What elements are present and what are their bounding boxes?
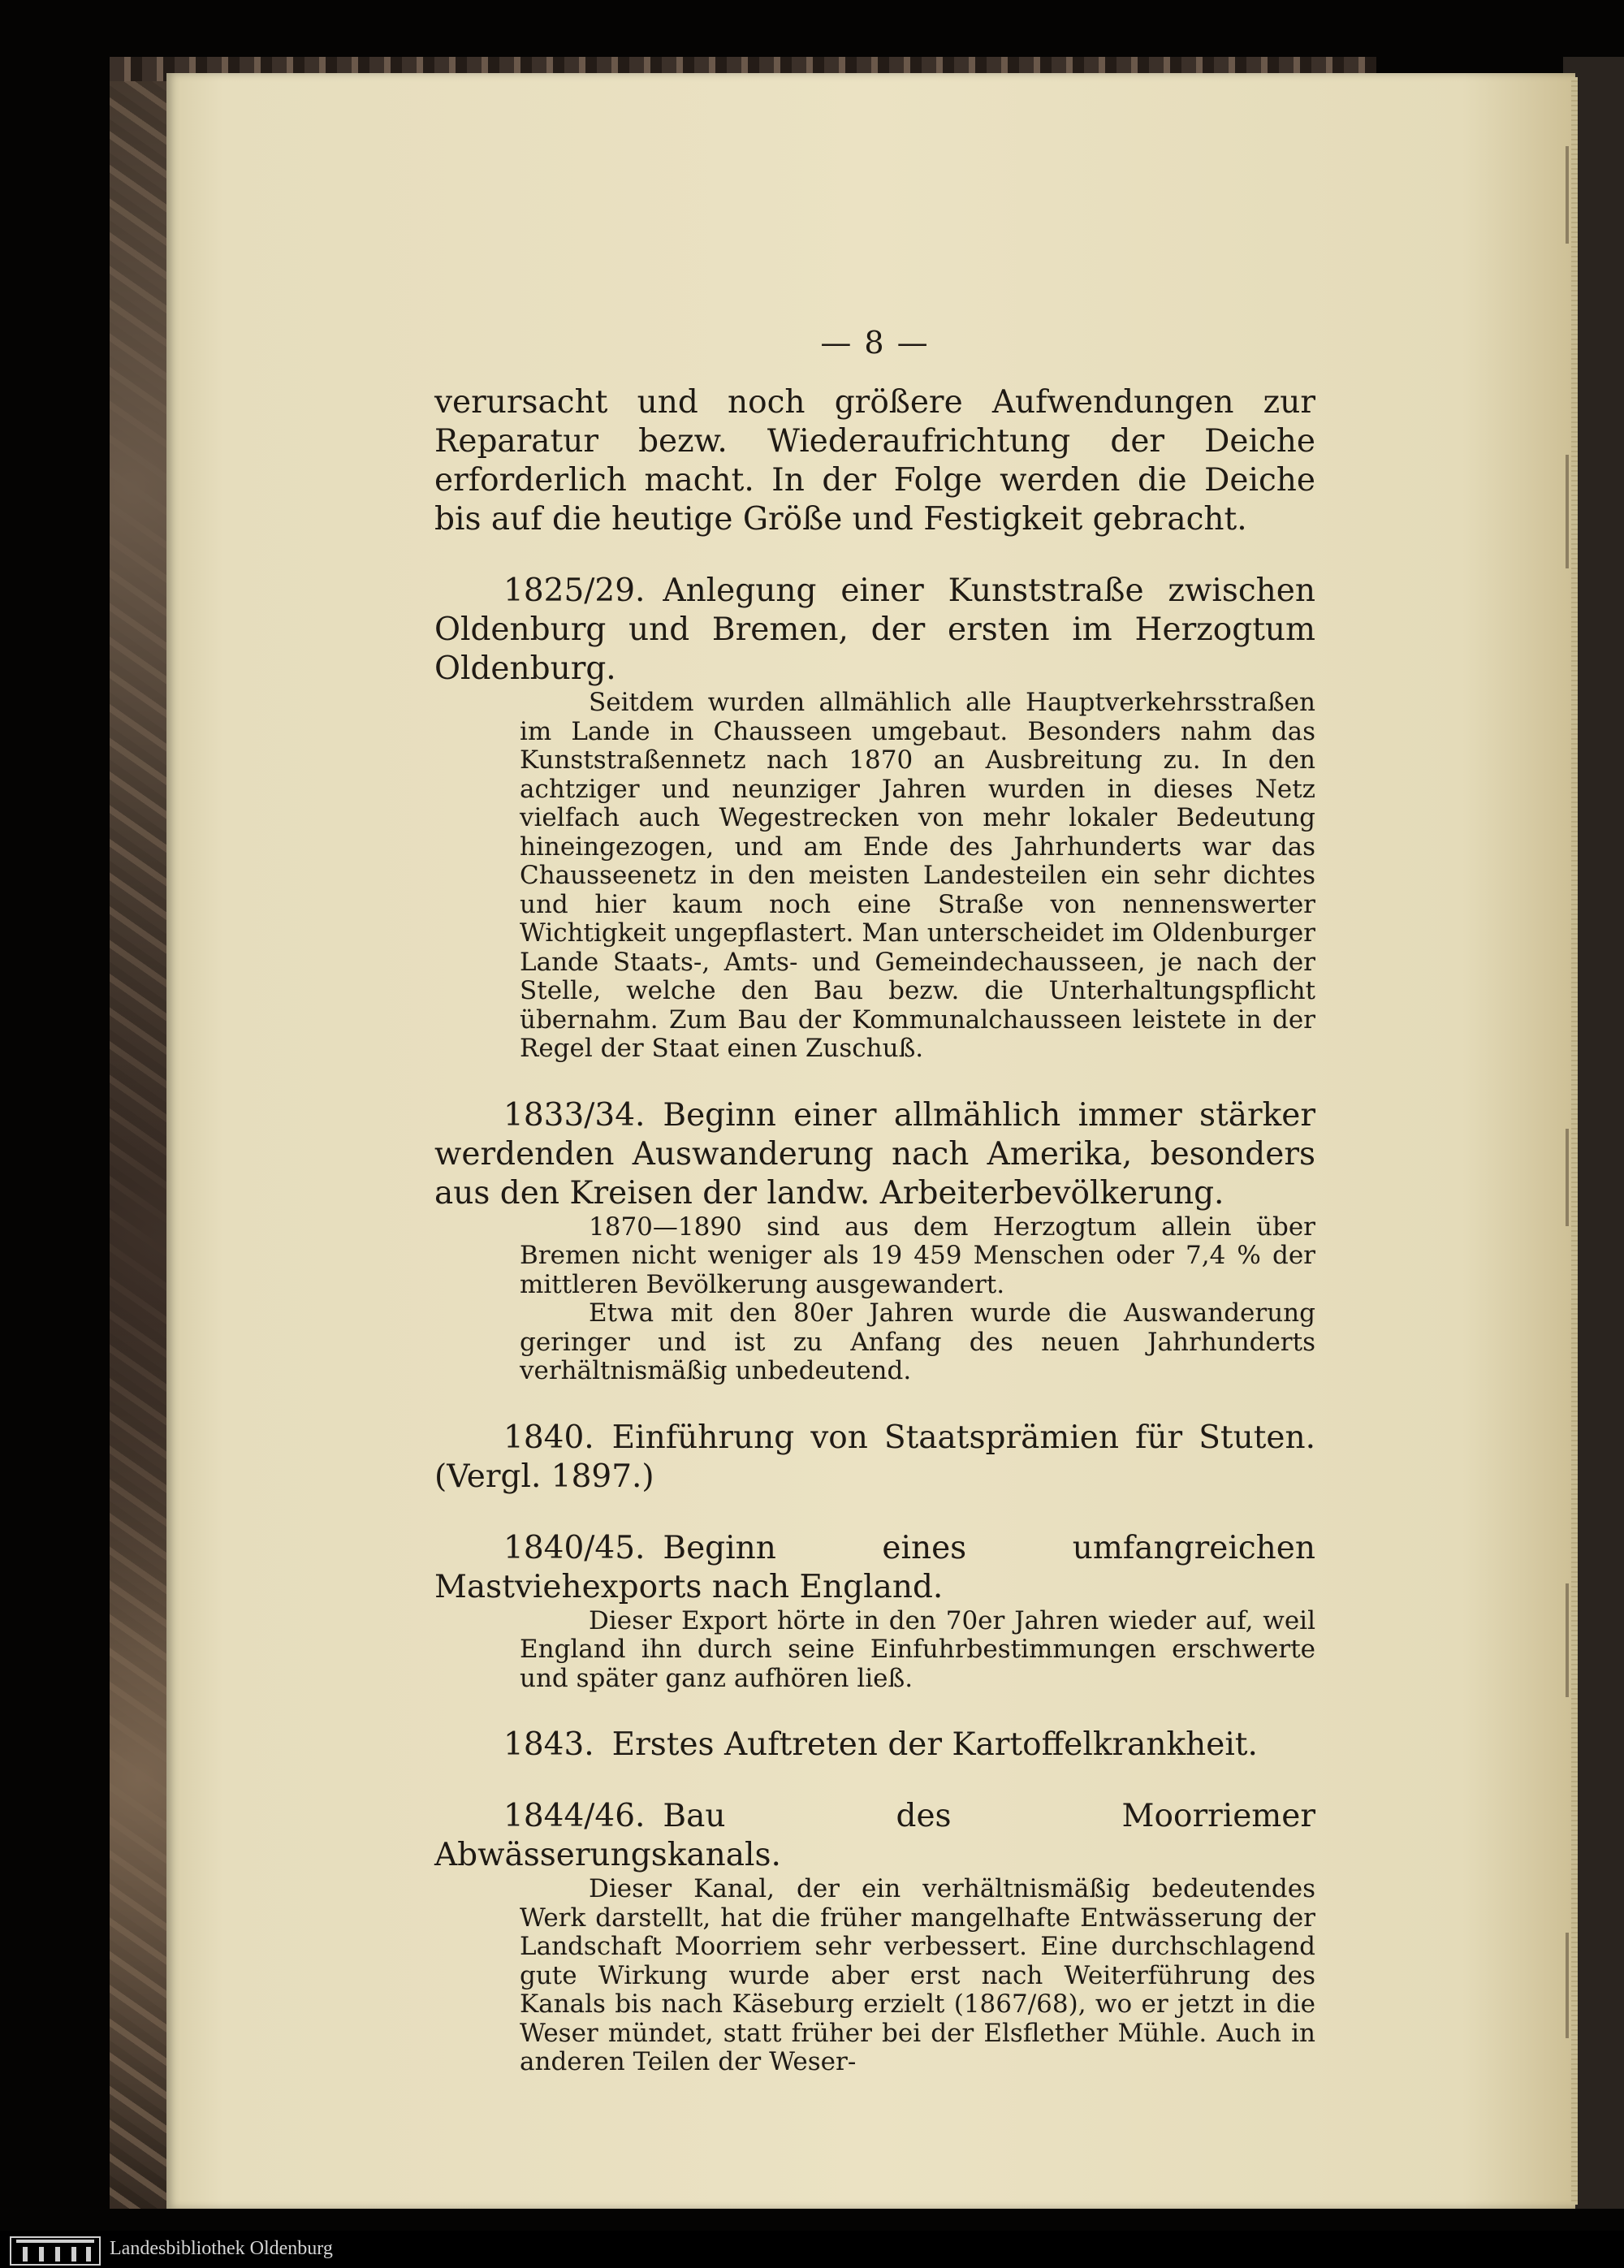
binding-stitch — [1566, 1933, 1569, 2038]
binding-stitch — [1566, 1583, 1569, 1697]
page-edge — [1571, 77, 1578, 2205]
chronology-entry — [434, 1419, 1315, 1497]
entry-heading — [434, 1529, 1315, 1607]
entry-year: 1825/29. — [503, 572, 646, 609]
library-name: Landesbibliothek Oldenburg — [110, 2238, 333, 2259]
entry-title: Bau des Moorriemer Abwässerungskanals. — [434, 1798, 1315, 1873]
entry-year: 1840. — [503, 1419, 594, 1456]
entry-title: Anlegung einer Kunststraße zwischen Oldenburg und Bremen, der ersten im Herzogtum Oldenburg. — [434, 572, 1315, 687]
entry-heading — [434, 1797, 1315, 1875]
entry-year: 1840/45. — [503, 1529, 646, 1566]
entry-heading — [434, 1096, 1315, 1213]
entry-note: Etwa mit den 80er Jahren wurde die Auswanderung geringer und ist zu Anfang des neuen Jahrhunderts verhältnismäßig unbedeutend. — [520, 1298, 1315, 1385]
entry-heading — [434, 1419, 1315, 1497]
entry-title: Beginn einer allmählich immer stärker werdenden Auswanderung nach Amerika, besonders aus den Kreisen der landw. Arbeiterbevölkerung. — [434, 1096, 1315, 1212]
chronology-entry — [434, 1529, 1315, 1694]
entry-note: Dieser Kanal, der ein verhältnismäßig bedeutendes Werk darstellt, hat die früher mangelhafte Entwässerung der Landschaft Moorriem sehr verbessert. Eine durchschlagend gute Wirkung wurde aber erst nach Weiterführung des Kanals bis nach Käseburg erzielt (1867/68), wo er jetzt in die Weser mündet, statt früher bei der Elsflether Mühle. Auch in anderen Teilen der Weser- — [520, 1874, 1315, 2076]
entry-year: 1833/34. — [503, 1096, 646, 1134]
chronology-entry — [434, 1726, 1315, 1765]
entry-note: 1870—1890 sind aus dem Herzogtum allein über Bremen nicht weniger als 19 459 Menschen oder 7,4 % der mittleren Bevölkerung ausgewandert. — [520, 1212, 1315, 1299]
entry-heading — [434, 572, 1315, 689]
binding-stitch — [1566, 455, 1569, 568]
entry-year: 1844/46. — [503, 1798, 646, 1834]
entry-note: Seitdem wurden allmählich alle Hauptverkehrsstraßen im Lande in Chausseen umgebaut. Besonders nahm das Kunststraßennetz nach 1870 an Ausbreitung zu. In den achtziger und neunziger Jahren wurden in dieses Netz vielfach auch Wegestrecken von mehr lokaler Bedeutung hineingezogen, und am Ende des Jahrhunderts war das Chausseenetz in den meisten Landesteilen ein sehr dichtes und hier kaum noch eine Straße von nennenswerter Wichtigkeit ungepflastert. Man unterscheidet im Oldenburger Lande Staats-, Amts- und Gemeindechausseen, je nach der Stelle, welche den Bau bezw. die Unterhaltungspflicht übernahm. Zum Bau der Kommunalchausseen leistete in der Regel der Staat einen Zuschuß. — [520, 688, 1315, 1063]
page-number: — 8 — — [820, 325, 930, 361]
library-logo-icon — [10, 2236, 101, 2266]
binding-stitch — [1566, 1129, 1569, 1226]
chronology-entry — [434, 1096, 1315, 1386]
page-content — [434, 325, 1315, 2077]
entry-title: Einführung von Staatsprämien für Stuten. (Vergl. 1897.) — [434, 1419, 1315, 1495]
entry-title: Erstes Auftreten der Kartoffelkrankheit. — [611, 1726, 1258, 1763]
chronology-entry — [434, 572, 1315, 1064]
binding-stitch — [1566, 146, 1569, 244]
entry-note: Dieser Export hörte in den 70er Jahren wieder auf, weil England ihn durch seine Einfuhrbestimmungen erschwerte und später ganz aufhören ließ. — [520, 1605, 1315, 1693]
chronology-entry — [434, 1797, 1315, 2077]
entry-year: 1843. — [503, 1726, 594, 1763]
intro-paragraph: verursacht und noch größere Aufwendungen zur Reparatur bezw. Wiederaufrichtung der Deiche erforderlich macht. In der Folge werden die Deiche bis auf die heutige Größe und Festigkeit gebracht. — [434, 384, 1315, 538]
entry-title: Beginn eines umfangreichen Mastviehexports nach England. — [434, 1529, 1315, 1605]
entry-heading — [434, 1726, 1315, 1765]
